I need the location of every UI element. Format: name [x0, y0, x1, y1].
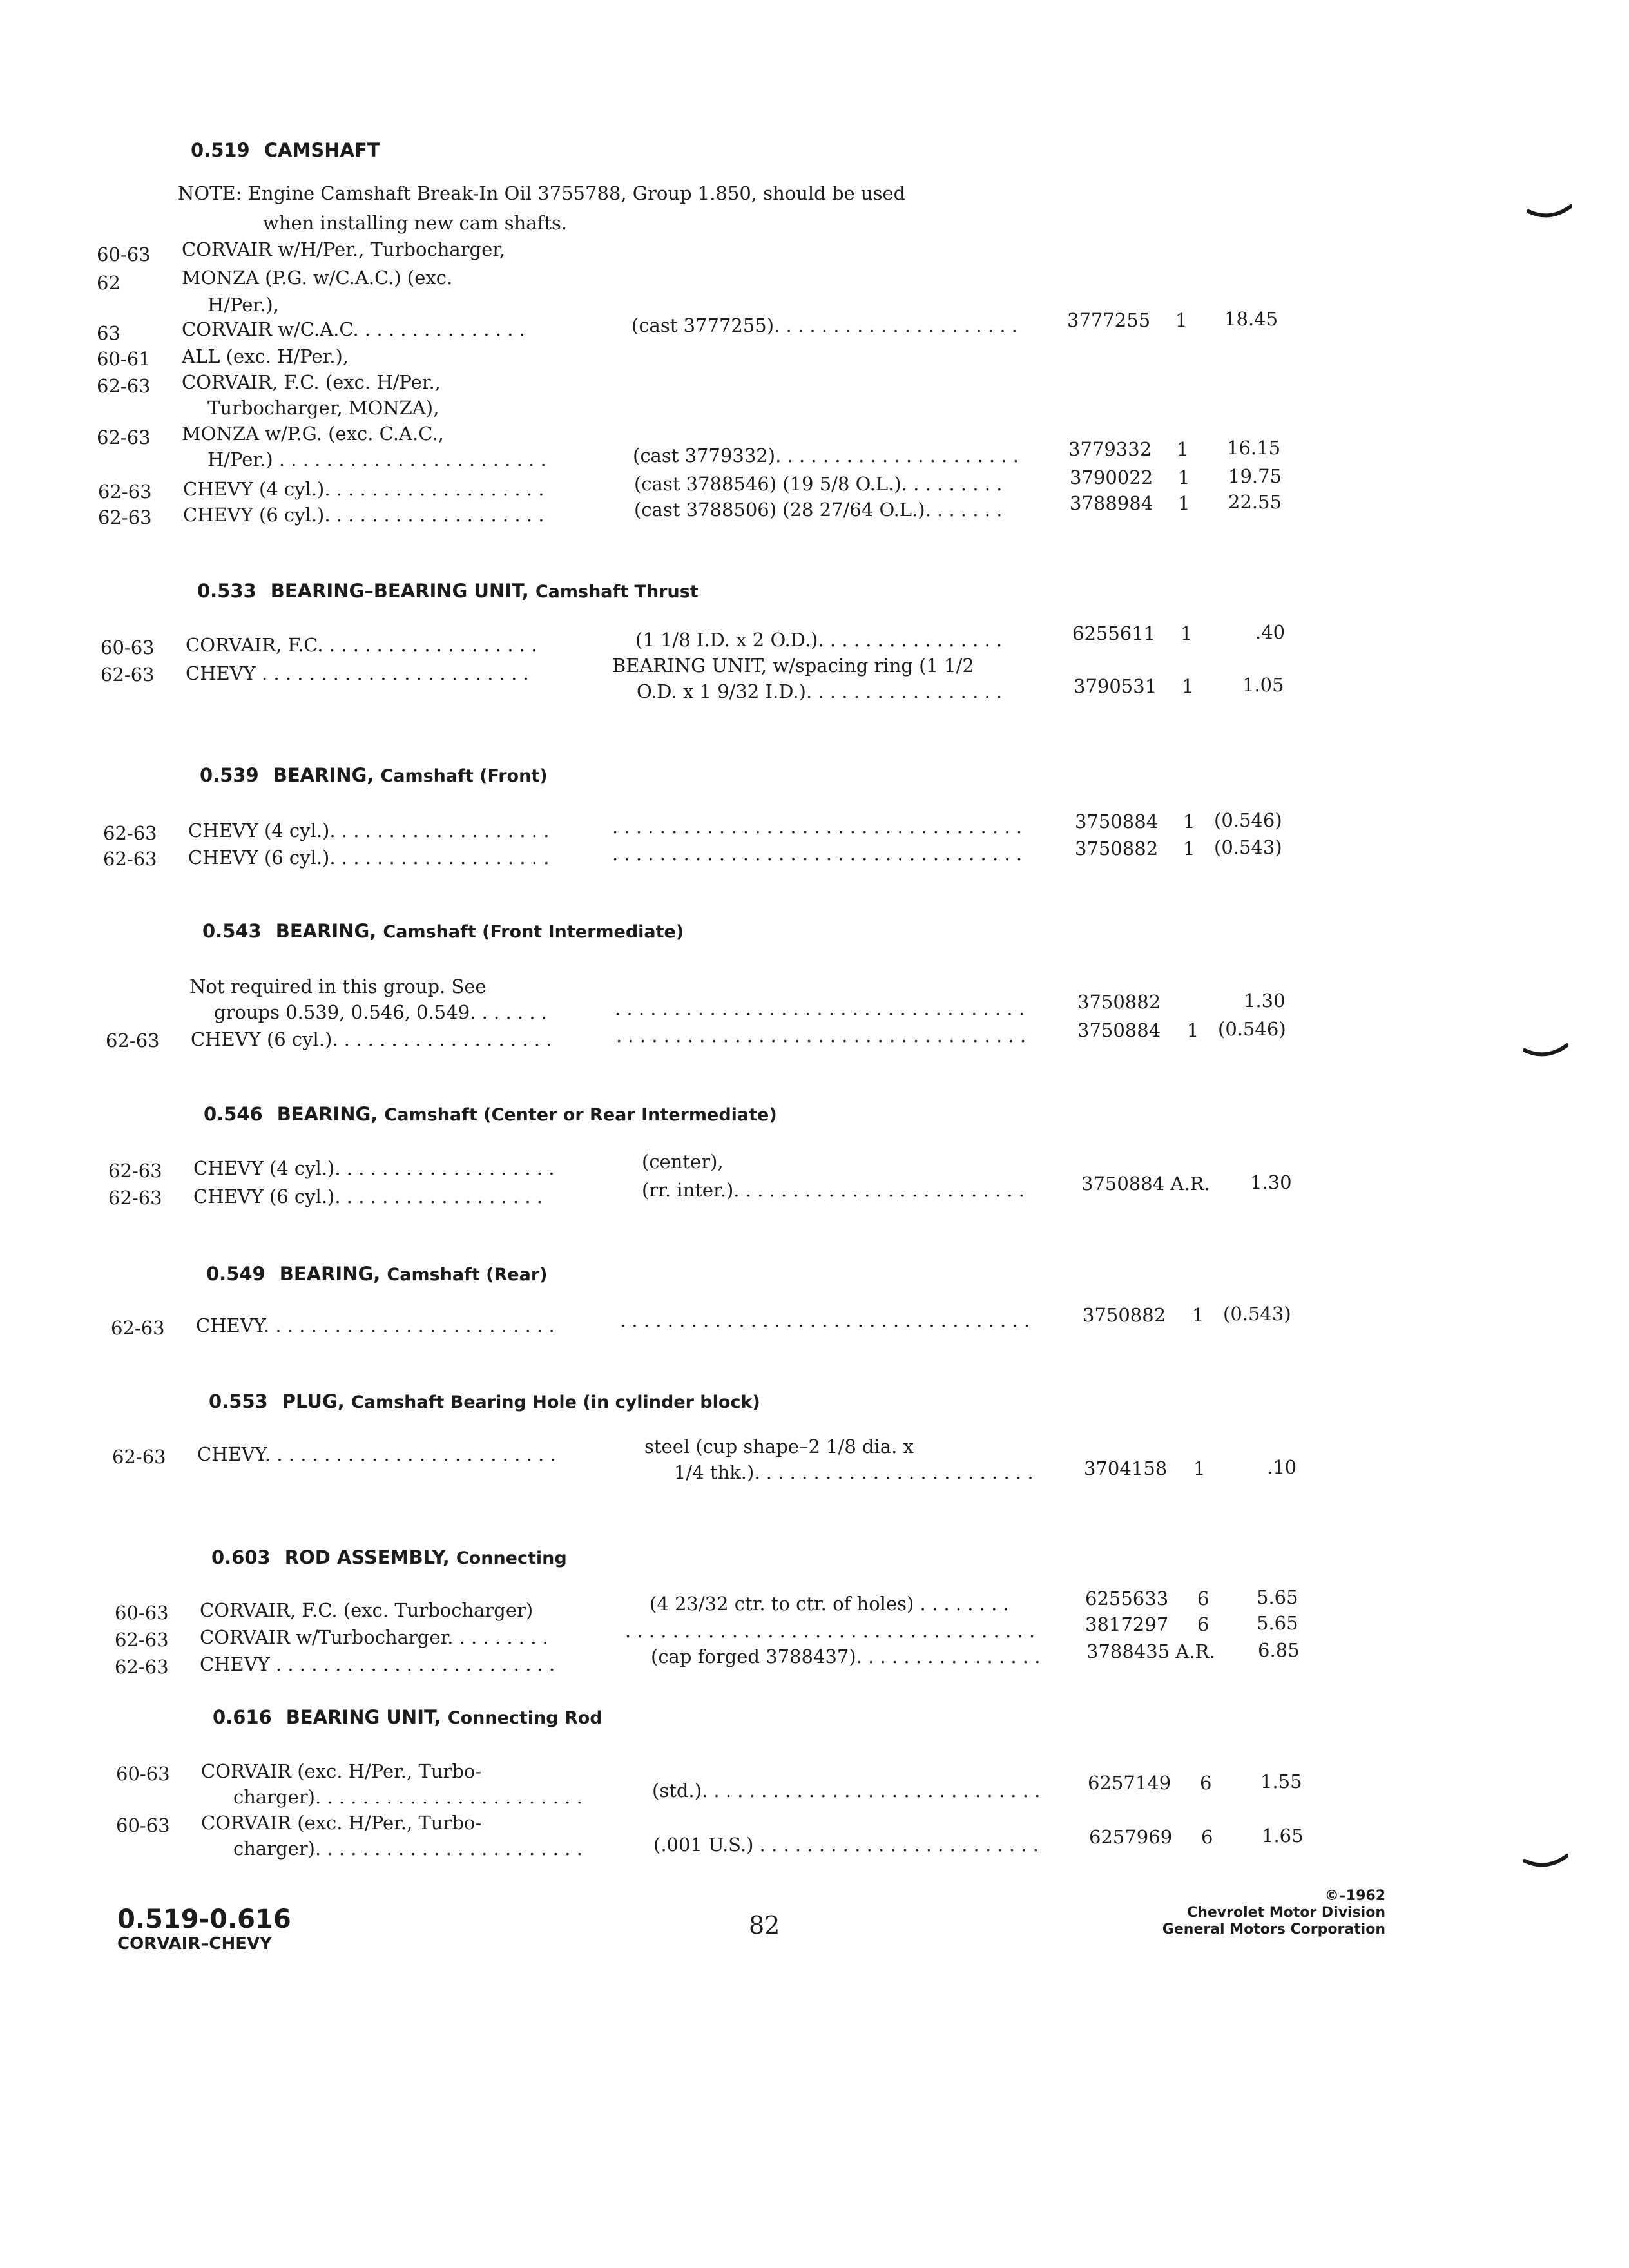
row-model: groups 0.539, 0.546, 0.549. . . . . . . — [214, 1001, 548, 1023]
section-number: 0.519 — [191, 139, 250, 161]
row-qty: 6 — [1201, 1826, 1213, 1848]
section-number: 0.533 — [197, 580, 256, 602]
binder-mark-icon — [1527, 204, 1572, 223]
section-subtitle: Connecting Rod — [447, 1708, 602, 1728]
footer-model-line: CORVAIR–CHEVY — [117, 1934, 272, 1954]
row-model: CORVAIR (exc. H/Per., Turbo- — [201, 1760, 482, 1782]
row-model: CHEVY (4 cyl.). . . . . . . . . . . . . . . . . . . — [193, 1157, 555, 1179]
section-title: ROD ASSEMBLY, — [284, 1546, 450, 1568]
row-model: CHEVY . . . . . . . . . . . . . . . . . . . . . . . — [186, 662, 529, 684]
section-subtitle: Camshaft Bearing Hole (in cylinder block) — [351, 1392, 760, 1412]
note-line-2: when installing new cam shafts. — [263, 212, 568, 234]
row-model: Not required in this group. See — [189, 975, 487, 997]
row-qty: 6 — [1197, 1588, 1210, 1610]
row-year: 62-63 — [115, 1629, 169, 1651]
binder-mark-icon — [1523, 1043, 1568, 1062]
row-desc: 1/4 thk.). . . . . . . . . . . . . . . . . . . . . . . . — [674, 1461, 1034, 1483]
row-qty: 1 — [1183, 811, 1195, 832]
row-qty: 1 — [1178, 492, 1190, 514]
row-model: CORVAIR, F.C. . . . . . . . . . . . . . . . . . . — [186, 634, 537, 656]
row-model: CORVAIR (exc. H/Per., Turbo- — [201, 1812, 482, 1834]
section-number: 0.603 — [211, 1546, 271, 1568]
row-part: 3790022 — [1070, 466, 1153, 488]
row-price: 6.85 — [1258, 1639, 1300, 1661]
section-heading-0546 — [204, 1103, 777, 1125]
row-qty: 1 — [1178, 466, 1190, 488]
row-qty: 1 — [1193, 1457, 1206, 1479]
row-desc: . . . . . . . . . . . . . . . . . . . . . . . . . . . . . . . . . . . — [612, 843, 1023, 865]
row-desc: (1 1/8 I.D. x 2 O.D.). . . . . . . . . . . . . . . . — [635, 629, 1003, 651]
row-year: 62-63 — [106, 1030, 160, 1052]
row-part: 3788984 — [1070, 492, 1153, 514]
row-desc: (cast 3788546) (19 5/8 O.L.). . . . . . . . . — [634, 473, 1003, 495]
row-part: 3788435 A.R. — [1086, 1640, 1215, 1662]
row-model: CHEVY (4 cyl.). . . . . . . . . . . . . . . . . . . — [183, 478, 545, 500]
row-price: 22.55 — [1228, 491, 1282, 513]
footer-group-range: 0.519-0.616 — [117, 1905, 291, 1934]
row-part: 3750884 — [1077, 1019, 1161, 1041]
section-heading-0519 — [191, 139, 380, 161]
row-desc: . . . . . . . . . . . . . . . . . . . . . . . . . . . . . . . . . . . — [615, 997, 1025, 1019]
row-year: 62-63 — [97, 427, 151, 448]
row-part: 3779332 — [1068, 438, 1152, 460]
row-qty: 1 — [1192, 1304, 1204, 1326]
row-model: H/Per.) . . . . . . . . . . . . . . . . . . . . . . . — [207, 448, 546, 470]
row-model: CORVAIR w/C.A.C. . . . . . . . . . . . . . . — [182, 318, 525, 340]
row-part: 3817297 — [1085, 1613, 1169, 1635]
row-model: CHEVY (6 cyl.). . . . . . . . . . . . . . . . . . . — [191, 1028, 552, 1050]
section-title: BEARING, — [276, 1103, 378, 1125]
row-year: 60-63 — [97, 244, 151, 265]
row-year: 62-63 — [111, 1317, 165, 1339]
row-model: CORVAIR w/Turbocharger. . . . . . . . . — [200, 1626, 548, 1648]
row-year: 62-63 — [97, 375, 151, 397]
section-subtitle: Camshaft Thrust — [535, 582, 699, 602]
section-number: 0.549 — [206, 1263, 265, 1285]
row-model: CORVAIR w/H/Per., Turbocharger, — [182, 238, 506, 260]
row-part: 3750882 — [1075, 838, 1159, 860]
row-year: 62-63 — [98, 506, 152, 528]
section-heading-0616 — [213, 1706, 602, 1728]
row-desc: (cast 3779332). . . . . . . . . . . . . . . . . . . . . — [633, 445, 1019, 466]
row-desc: (center), — [642, 1151, 724, 1173]
row-price: 1.05 — [1242, 674, 1284, 696]
row-model: ALL (exc. H/Per.), — [182, 345, 349, 367]
row-price: 16.15 — [1227, 437, 1281, 459]
row-desc: (.001 U.S.) . . . . . . . . . . . . . . . . . . . . . . . . — [653, 1834, 1039, 1856]
row-desc: (4 23/32 ctr. to ctr. of holes) . . . . . . . . — [650, 1593, 1009, 1615]
section-subtitle: Camshaft (Front) — [380, 766, 548, 786]
row-qty: 1 — [1182, 675, 1194, 697]
row-desc: (cast 3777255). . . . . . . . . . . . . . . . . . . . . — [631, 314, 1018, 336]
row-part: 6257969 — [1089, 1826, 1173, 1848]
row-desc: . . . . . . . . . . . . . . . . . . . . . . . . . . . . . . . . . . . — [616, 1024, 1027, 1046]
section-title: BEARING UNIT, — [285, 1706, 441, 1728]
row-desc: steel (cup shape–2 1/8 dia. x — [644, 1436, 914, 1457]
row-year: 62-63 — [112, 1446, 166, 1468]
section-title: BEARING–BEARING UNIT, — [270, 580, 529, 602]
division-name: Chevrolet Motor Division — [1187, 1905, 1385, 1921]
row-qty: 1 — [1175, 309, 1188, 331]
row-part: 3777255 — [1067, 309, 1151, 331]
row-price: (0.546) — [1218, 1018, 1286, 1040]
row-model: charger). . . . . . . . . . . . . . . . . . . . . . . — [233, 1786, 583, 1808]
row-qty: 1 — [1181, 622, 1193, 644]
row-desc: . . . . . . . . . . . . . . . . . . . . . . . . . . . . . . . . . . . — [620, 1309, 1030, 1331]
row-part: 6255633 — [1085, 1588, 1169, 1610]
row-year: 60-63 — [101, 637, 155, 658]
row-model: H/Per.), — [207, 294, 279, 316]
row-desc: (cap forged 3788437). . . . . . . . . . . . . . . . — [651, 1646, 1041, 1667]
section-subtitle: Connecting — [456, 1548, 567, 1568]
row-model: CHEVY (4 cyl.). . . . . . . . . . . . . . . . . . . — [188, 820, 550, 841]
row-part: 6255611 — [1072, 622, 1156, 644]
row-model: CORVAIR, F.C. (exc. Turbocharger) — [200, 1599, 534, 1621]
row-price: 1.30 — [1250, 1171, 1292, 1193]
row-year: 60-63 — [116, 1814, 170, 1836]
row-desc: BEARING UNIT, w/spacing ring (1 1/2 — [612, 655, 974, 677]
row-model: MONZA w/P.G. (exc. C.A.C., — [182, 423, 444, 445]
section-heading-0553 — [209, 1390, 760, 1412]
row-model: Turbocharger, MONZA), — [207, 397, 439, 419]
row-qty: 1 — [1183, 838, 1195, 860]
row-model: CORVAIR, F.C. (exc. H/Per., — [182, 371, 441, 393]
row-price: 5.65 — [1257, 1612, 1298, 1634]
row-qty: 1 — [1177, 438, 1189, 460]
section-number: 0.539 — [200, 764, 259, 786]
row-desc: . . . . . . . . . . . . . . . . . . . . . . . . . . . . . . . . . . . — [625, 1620, 1036, 1642]
row-price: 1.65 — [1262, 1825, 1304, 1847]
row-year: 63 — [97, 322, 120, 344]
row-qty: 6 — [1197, 1613, 1210, 1635]
row-price: .40 — [1255, 621, 1286, 643]
section-heading-0549 — [206, 1263, 547, 1285]
section-title: BEARING, — [279, 1263, 381, 1285]
row-price: 1.55 — [1260, 1771, 1302, 1792]
row-part: 3704158 — [1084, 1457, 1168, 1479]
row-desc: . . . . . . . . . . . . . . . . . . . . . . . . . . . . . . . . . . . — [612, 816, 1023, 838]
section-number: 0.543 — [202, 920, 262, 942]
row-part: 3750884 — [1075, 811, 1159, 832]
corporation-name: General Motors Corporation — [1162, 1921, 1385, 1937]
section-title: BEARING, — [273, 764, 374, 786]
row-price: 1.30 — [1244, 990, 1286, 1012]
section-title: BEARING, — [275, 920, 377, 942]
row-part: 3790531 — [1074, 675, 1157, 697]
row-price: (0.543) — [1214, 836, 1282, 858]
row-year: 62-63 — [103, 848, 157, 870]
row-year: 62 — [97, 272, 120, 294]
section-subtitle: Camshaft (Center or Rear Intermediate) — [384, 1105, 777, 1125]
row-year: 60-63 — [116, 1763, 170, 1785]
row-model: CHEVY (6 cyl.). . . . . . . . . . . . . . . . . . — [193, 1186, 543, 1207]
section-heading-0539 — [200, 764, 548, 786]
row-part: 3750882 — [1077, 991, 1161, 1013]
section-heading-0533 — [197, 580, 699, 602]
row-desc: (rr. inter.). . . . . . . . . . . . . . . . . . . . . . . . . — [642, 1179, 1025, 1201]
section-title: CAMSHAFT — [264, 139, 380, 161]
row-price: 5.65 — [1257, 1586, 1298, 1608]
row-model: CHEVY . . . . . . . . . . . . . . . . . . . . . . . . — [200, 1653, 555, 1675]
row-part: 3750884 A.R. — [1081, 1173, 1210, 1195]
section-number: 0.553 — [209, 1390, 268, 1412]
row-desc: (cast 3788506) (28 27/64 O.L.). . . . . . . — [634, 499, 1003, 521]
copyright-notice: ©–1962 — [1324, 1888, 1385, 1904]
section-subtitle: Camshaft (Front Intermediate) — [383, 922, 684, 942]
row-year: 60-63 — [115, 1602, 169, 1624]
row-model: CHEVY. . . . . . . . . . . . . . . . . . . . . . . . . — [197, 1443, 556, 1465]
row-year: 62-63 — [108, 1160, 162, 1182]
row-price: (0.543) — [1223, 1303, 1291, 1325]
footer-publisher — [1095, 1888, 1385, 1938]
section-heading-0543 — [202, 920, 684, 942]
row-year: 62-63 — [103, 822, 157, 844]
section-heading-0603 — [211, 1546, 567, 1568]
row-year: 62-63 — [115, 1656, 169, 1678]
section-subtitle: Camshaft (Rear) — [387, 1265, 548, 1285]
row-year: 62-63 — [108, 1187, 162, 1209]
row-desc: (std.). . . . . . . . . . . . . . . . . . . . . . . . . . . . . — [652, 1780, 1041, 1802]
section-title: PLUG, — [282, 1390, 345, 1412]
section-number: 0.546 — [204, 1103, 263, 1125]
row-price: (0.546) — [1214, 809, 1282, 831]
row-price: 19.75 — [1228, 465, 1282, 487]
row-model: CHEVY (6 cyl.). . . . . . . . . . . . . . . . . . . — [188, 847, 550, 869]
row-year: 62-63 — [98, 481, 152, 503]
section-number: 0.616 — [213, 1706, 272, 1728]
row-model: charger). . . . . . . . . . . . . . . . . . . . . . . — [233, 1838, 583, 1860]
row-model: CHEVY. . . . . . . . . . . . . . . . . . . . . . . . . — [196, 1314, 555, 1336]
row-qty: 6 — [1200, 1772, 1212, 1794]
row-year: 60-61 — [97, 348, 151, 370]
row-model: MONZA (P.G. w/C.A.C.) (exc. — [182, 267, 453, 289]
row-part: 3750882 — [1083, 1304, 1166, 1326]
row-desc: O.D. x 1 9/32 I.D.). . . . . . . . . . . . . . . . . — [637, 680, 1003, 702]
row-year: 62-63 — [101, 664, 155, 686]
row-part: 6257149 — [1088, 1772, 1171, 1794]
row-qty: 1 — [1187, 1019, 1199, 1041]
binder-mark-icon — [1523, 1853, 1568, 1872]
page-number: 82 — [749, 1911, 780, 1939]
row-price: .10 — [1267, 1456, 1297, 1478]
row-price: 18.45 — [1224, 308, 1278, 330]
row-model: CHEVY (6 cyl.). . . . . . . . . . . . . . . . . . . — [183, 504, 545, 526]
note-line-1: NOTE: Engine Camshaft Break-In Oil 3755788, Group 1.850, should be used — [178, 182, 906, 204]
